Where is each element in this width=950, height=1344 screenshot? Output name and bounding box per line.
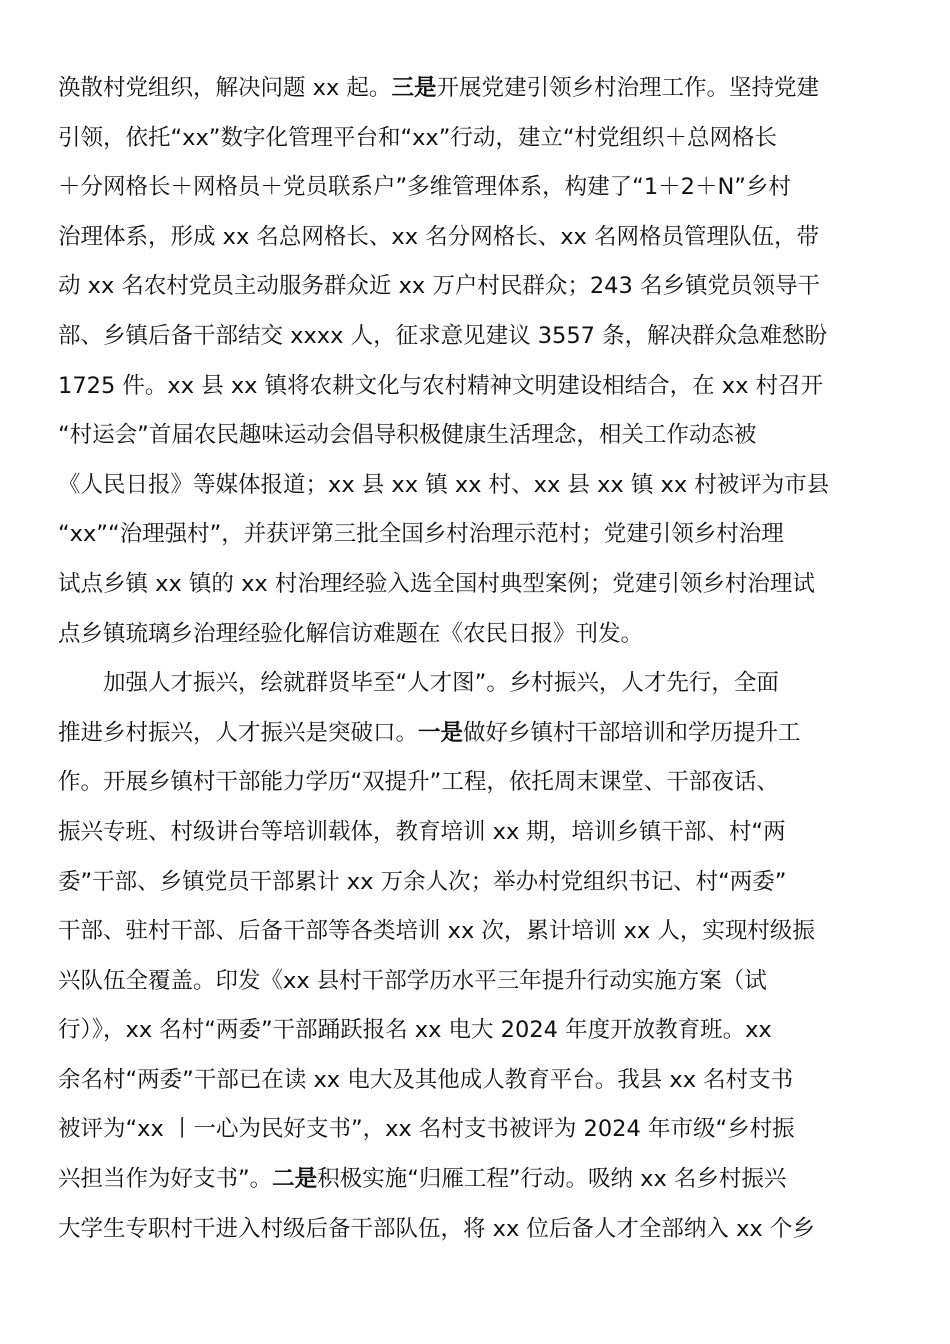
text-run: 推进乡村振兴，人才振兴是突破口。: [58, 719, 419, 746]
text-line: [58, 709, 894, 759]
text-line: 加强人才振兴，绘就群贤毕至“人才图”。乡村振兴，人才先行，全面: [103, 670, 779, 697]
text-line: 治理体系，形成 xx 名总网格长、xx 名分网格长、xx 名网格员管理队伍，带: [58, 223, 820, 250]
bold-marker: 一是: [418, 719, 464, 746]
text-line: 兴队伍全覆盖。印发《xx 县村干部学历水平三年提升行动实施方案（试: [58, 967, 767, 994]
text-line: 余名村“两委”干部已在读 xx 电大及其他成人教育平台。我县 xx 名村支书: [58, 1066, 794, 1093]
text-line: 部、乡镇后备干部结交 xxxx 人，征求意见建议 3557 条，解决群众急难愁盼: [58, 322, 828, 349]
text-line: 1725 件。xx 县 xx 镇将农耕文化与农村精神文明建设相结合，在 xx 村召开: [58, 372, 824, 399]
text-line: 大学生专职村干进入村级后备干部队伍，将 xx 位后备人才全部纳入 xx 个乡: [58, 1215, 815, 1242]
text-line: 委”干部、乡镇党员干部累计 xx 万余人次；举办村党组织书记、村“两委”: [58, 868, 787, 895]
paragraph-governance: [58, 64, 894, 659]
text-line: 点乡镇琉璃乡治理经验化解信访难题在《农民日报》刊发。: [58, 620, 644, 647]
text-line: [58, 64, 894, 114]
text-line: 行）》，xx 名村“两委”干部踊跃报名 xx 电大 2024 年度开放教育班。xx: [58, 1017, 772, 1044]
text-line: 作。开展乡镇村干部能力学历“双提升”工程，依托周末课堂、干部夜话、: [58, 769, 779, 796]
text-line: 动 xx 名农村党员主动服务群众近 xx 万户村民群众；243 名乡镇党员领导干: [58, 273, 820, 300]
text-run: 涣散村党组织，解决问题 xx 起。: [58, 75, 392, 101]
text-run: 做好乡镇村干部培训和学历提升工: [463, 719, 801, 746]
text-line: [58, 1155, 894, 1205]
text-line: “村运会”首届农民趣味运动会倡导积极健康生活理念，相关工作动态被: [58, 422, 757, 449]
text-line: 《人民日报》等媒体报道；xx 县 xx 镇 xx 村、xx 县 xx 镇 xx 村被评为市县: [58, 471, 830, 498]
text-line: “xx”“治理强村”，并获评第三批全国乡村治理示范村；党建引领乡村治理: [58, 521, 784, 548]
text-line: 引领，依托“xx”数字化管理平台和“xx”行动，建立“村党组织＋总网格长: [58, 124, 778, 151]
bold-marker: 三是: [391, 75, 437, 101]
bold-marker: 二是: [272, 1166, 318, 1193]
text-run: 积极实施“归雁工程”行动。吸纳 xx 名乡村振兴: [317, 1166, 787, 1193]
text-line: 试点乡镇 xx 镇的 xx 村治理经验入选全国村典型案例；党建引领乡村治理试: [58, 570, 815, 597]
paragraph-talent: [58, 659, 894, 1254]
document-page: [58, 64, 894, 1254]
text-line: 振兴专班、村级讲台等培训载体，教育培训 xx 期，培训乡镇干部、村“两: [58, 818, 786, 845]
text-line: 干部、驻村干部、后备干部等各类培训 xx 次，累计培训 xx 人，实现村级振: [58, 918, 815, 945]
text-run: 兴担当作为好支书”。: [58, 1166, 273, 1193]
text-line: ＋分网格长＋网格员＋党员联系户”多维管理体系，构建了“1＋2＋N”乡村: [58, 174, 791, 201]
text-line: 被评为“xx 丨一心为民好支书”，xx 名村支书被评为 2024 年市级“乡村振: [58, 1116, 795, 1143]
text-run: 开展党建引领乡村治理工作。坚持党建: [436, 75, 819, 101]
